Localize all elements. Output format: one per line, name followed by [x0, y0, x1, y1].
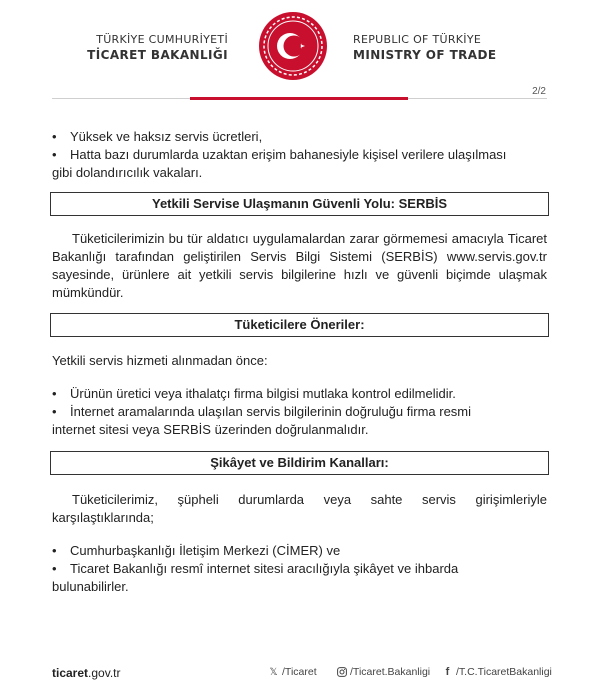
complaint-bullet-1: Cumhurbaşkanlığı İletişim Merkezi (CİMER) ve	[70, 543, 341, 558]
footer-instagram-handle: /Ticaret.Bakanligi	[350, 666, 431, 678]
section-heading-recommendations: Tüketicilere Öneriler:	[50, 313, 549, 337]
complaint-bullet-2: Ticaret Bakanlığı resmî internet sitesi aracılığıyla şikâyet ve ihbarda	[70, 561, 459, 576]
page-number: 2/2	[532, 86, 546, 97]
list-item: • Ürünün üretici veya ithalatçı firma bilgisi mutlaka kontrol edilmelidir.	[52, 385, 547, 403]
section-heading-serbis: Yetkili Servise Ulaşmanın Güvenli Yolu: SERBİS	[50, 192, 549, 216]
intro-continuation: gibi dolandırıcılık vakaları.	[52, 165, 203, 180]
footer	[52, 664, 552, 684]
list-item: • Ticaret Bakanlığı resmî internet sitesi aracılığıyla şikâyet ve ihbarda	[52, 560, 547, 578]
complaint-continuation: bulunabilirler.	[52, 579, 129, 594]
footer-x-handle: /Ticaret	[282, 666, 317, 678]
header-right-line2: MINISTRY OF TRADE	[353, 48, 497, 62]
header-left-title	[87, 33, 228, 62]
footer-instagram-link[interactable]	[336, 666, 430, 678]
header-left-line1: TÜRKİYE CUMHURİYETİ	[96, 33, 228, 46]
intro-bullet-1: Yüksek ve haksız servis ücretleri,	[70, 129, 263, 144]
footer-x-link[interactable]	[268, 666, 317, 678]
header-right-line1: REPUBLIC OF TÜRKİYE	[353, 33, 482, 46]
recommendations-lead: Yetkili servis hizmeti alınmadan önce:	[52, 353, 268, 368]
header-accent-bar	[190, 97, 408, 100]
footer-site-bold: ticaret	[52, 666, 89, 680]
ministry-emblem-icon	[257, 10, 329, 82]
footer-facebook-link[interactable]	[442, 666, 552, 678]
recommendation-bullet-1: Ürünün üretici veya ithalatçı firma bilgisi mutlaka kontrol edilmelidir.	[70, 386, 456, 401]
document-body	[52, 128, 547, 596]
complaints-paragraph: Tüketicilerimiz, şüpheli durumlarda veya sahte servis girişimleriyle karşılaştıklarında;	[52, 492, 547, 525]
x-logo-icon: 𝕏	[269, 666, 278, 678]
recommendation-continuation: internet sitesi veya SERBİS üzerinden doğrulanmalıdır.	[52, 422, 369, 437]
footer-website-link[interactable]	[52, 666, 121, 680]
header-right-title	[353, 33, 496, 62]
section-heading-complaints: Şikâyet ve Bildirim Kanalları:	[50, 451, 549, 475]
facebook-icon: f	[445, 665, 450, 678]
recommendation-bullet-2: İnternet aramalarında ulaşılan servis bilgilerinin doğruluğu firma resmi	[70, 404, 472, 419]
letterhead	[0, 0, 600, 100]
footer-site-rest: .gov.tr	[88, 666, 121, 680]
list-item: • Cumhurbaşkanlığı İletişim Merkezi (CİMER) ve	[52, 542, 547, 560]
serbis-paragraph: Tüketicilerimizin bu tür aldatıcı uygulamalardan zarar görmemesi amacıyla Ticaret Bakanlığı tarafından geliştirilen Servis Bilgi Sistemi (SERBİS) www.servis.gov.tr sayesinde, ürünlere ait yetkili servis bilgilerine hızlı ve güvenli biçimde ulaşmak mümkündür.	[52, 231, 547, 300]
list-item: • Hatta bazı durumlarda uzaktan erişim bahanesiyle kişisel verilere ulaşılması	[52, 146, 547, 164]
instagram-icon	[336, 667, 347, 678]
intro-bullet-2: Hatta bazı durumlarda uzaktan erişim bahanesiyle kişisel verilere ulaşılması	[70, 147, 507, 162]
header-left-line2: TİCARET BAKANLIĞI	[87, 48, 228, 62]
list-item: • Yüksek ve haksız servis ücretleri,	[52, 128, 547, 146]
list-item: • İnternet aramalarında ulaşılan servis bilgilerinin doğruluğu firma resmi	[52, 403, 547, 421]
footer-facebook-handle: /T.C.TicaretBakanligi	[456, 666, 552, 678]
